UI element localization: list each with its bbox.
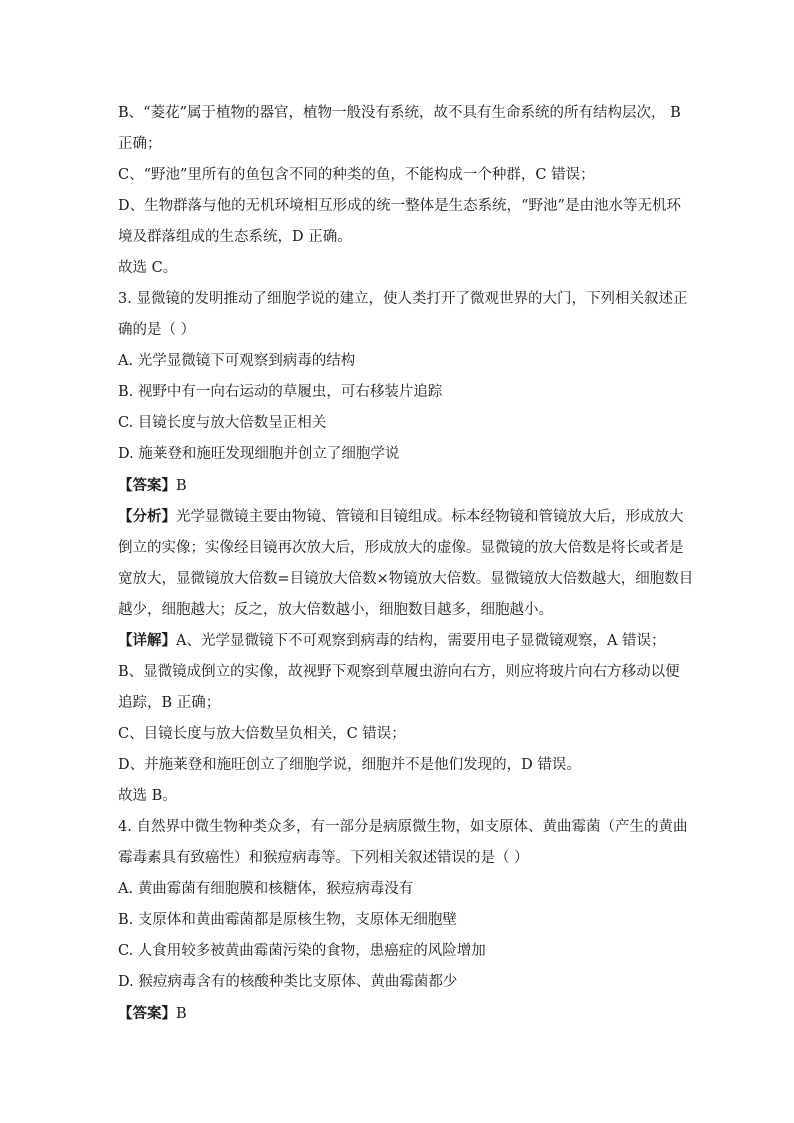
line-option-b-explanation: B、“菱花”属于植物的器官，植物一般没有系统，故不具有生命系统的所有结构层次， B [118,105,681,121]
line-option-d-continued: 境及群落组成的生态系统，D 正确。 [118,229,352,245]
question-3-select-b: 故选 B。 [118,788,177,804]
question-3-detail-b: B、显微镜成倒立的实像，故视野下观察到草履虫游向右方，则应将玻片向右方移动以便 [118,664,680,680]
line-option-b-continued: 正确； [118,136,162,152]
question-4-stem-continued: 霉毒素具有致癌性）和猴痘病毒等。下列相关叙述错误的是（ ） [118,850,529,866]
question-4-stem: 4. 自然界中微生物种类众多，有一部分是病原微生物，如支原体、黄曲霉菌（产生的黄曲 [118,819,688,835]
question-3-detail-d: D、并施莱登和施旺创立了细胞学说，细胞并不是他们发现的，D 错误。 [118,757,581,773]
question-3-detail: 【详解】A、光学显微镜下不可观察到病毒的结构，需要用电子显微镜观察，A 错误； [118,632,666,649]
line-select-c: 故选 C。 [118,260,178,276]
question-3-analysis-line-3: 宽放大，显微镜放大倍数=目镜放大倍数×物镜放大倍数。显微镜放大倍数越大，细胞数目 [118,571,694,587]
question-3-option-c: C. 目镜长度与放大倍数呈正相关 [118,415,327,431]
question-3-stem: 3. 显微镜的发明推动了细胞学说的建立，使人类打开了微观世界的大门，下列相关叙述正 [118,291,688,307]
question-4-option-d: D. 猴痘病毒含有的核酸种类比支原体、黄曲霉菌都少 [118,974,458,990]
question-3-analysis: 【分析】光学显微镜主要由物镜、管镜和目镜组成。标本经物镜和管镜放大后，形成放大 [118,508,684,525]
question-4-option-b: B. 支原体和黄曲霉菌都是原核生物，支原体无细胞壁 [118,912,457,928]
question-3-detail-c: C、目镜长度与放大倍数呈负相关，C 错误； [118,726,406,742]
question-3-answer: 【答案】B [118,477,187,494]
question-3-stem-continued: 确的是（ ） [118,322,196,338]
question-4-answer: 【答案】B [118,1005,187,1022]
question-3-detail-b-continued: 追踪，B 正确； [118,695,221,711]
question-4-option-c: C. 人食用较多被黄曲霉菌污染的食物，患癌症的风险增加 [118,943,486,959]
line-option-d-explanation: D、生物群落与他的无机环境相互形成的统一整体是生态系统，“野池”是由池水等无机环 [118,198,681,214]
question-3-option-b: B. 视野中有一向右运动的草履虫，可右移装片追踪 [118,384,443,400]
question-3-analysis-line-4: 越少，细胞越大；反之，放大倍数越小，细胞数目越多，细胞越小。 [118,602,553,618]
question-4-option-a: A. 黄曲霉菌有细胞膜和核糖体，猴痘病毒没有 [118,881,414,897]
line-option-c-explanation: C、“野池”里所有的鱼包含不同的种类的鱼，不能构成一个种群，C 错误； [118,167,595,183]
question-3-analysis-line-2: 倒立的实像；实像经目镜再次放大后，形成放大的虚像。显微镜的放大倍数是将长或者是 [118,540,684,556]
question-3-option-a: A. 光学显微镜下可观察到病毒的结构 [118,353,356,369]
question-3-option-d: D. 施莱登和施旺发现细胞并创立了细胞学说 [118,446,400,462]
